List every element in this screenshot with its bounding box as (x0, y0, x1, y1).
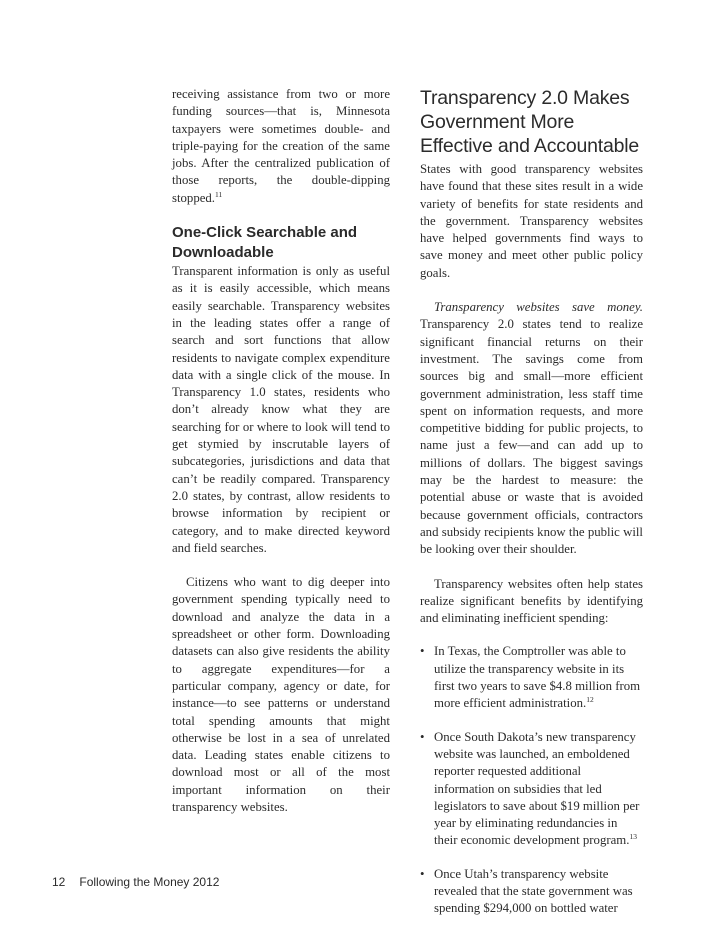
left-paragraph-1-text: receiving assistance from two or more funding sources—that is, Minnesota taxpayers were sometimes double- and triple-paying for the creation of the same jobs. After the centralized publication of those reports, the double-dipping stopped. (172, 87, 390, 205)
list-item-utah (420, 866, 643, 918)
left-column (172, 86, 390, 816)
right-paragraph-3: Transparency websites often help states realize significant benefits by identifying and eliminating inefficient spending: (420, 576, 643, 626)
list-item-text: Once South Dakota’s new transparency website was launched, an emboldened reporter requested additional information on subsidies that led legislators to save about $19 million per year by eliminating redundancies in their economic development program. (434, 729, 640, 848)
left-paragraph-3: Citizens who want to dig deeper into government spending typically need to download and analyze the data in a spreadsheet or other form. Downloading datasets can also give residents the ability to aggregate expenditures—for a particular company, agency or date, for instance—to see patterns or understand total spending amounts that might otherwise be lost in a sea of unrelated data. Leading states enable citizens to download most or all of the most important information on their transparency websites. (172, 575, 390, 814)
savings-list (420, 643, 643, 917)
bullet-icon: • (420, 866, 425, 881)
section-heading: Transparency 2.0 Makes Government More Effective and Accountable (420, 87, 640, 157)
page-number: 12 (52, 875, 66, 889)
searchable-heading: One-Click Searchable and Downloadable (172, 224, 358, 262)
page-footer (52, 875, 219, 889)
list-item-texas (420, 643, 643, 712)
left-paragraph-1 (172, 86, 390, 207)
footnote-ref-11: 11 (215, 189, 223, 199)
right-paragraph-1: States with good transparency websites have found that these sites result in a wide variety of benefits for state residents and the government. Transparency websites have helped governments find ways to save money and meet other public policy goals. (420, 162, 643, 280)
save-money-lead: Transparency websites save money. (434, 300, 643, 315)
bullet-icon: • (420, 729, 425, 744)
right-paragraph-2-text: Transparency 2.0 states tend to realize significant financial returns on their investment. The savings come from sources big and small—more efficient government administration, less staff time spent on information requests, and more competitive bidding for public projects, to name just a few—and can add up to millions of dollars. The biggest savings may be the hardest to measure: the potential abuse or waste that is avoided because government officials, contractors and subsidy recipients know the public will be looking over their shoulder. (420, 317, 643, 557)
bullet-icon: • (420, 644, 425, 659)
right-paragraph-2 (420, 299, 643, 558)
publication-title: Following the Money 2012 (79, 875, 220, 889)
list-item-text: In Texas, the Comptroller was able to utilize the transparency website in its first two years to save $4.8 million from more efficient administration. (434, 644, 641, 711)
list-item-south-dakota (420, 729, 643, 850)
footnote-ref-12: 12 (586, 695, 594, 705)
left-paragraph-2: Transparent information is only as useful as it is easily accessible, which means easily searchable. Transparency websites in the leading states offer a range of search and sort functions that allow residents to navigate complex expenditure data with a single click of the mouse. In Transparency 1.0 states, residents who don’t already know what they are searching for or where to look will tend to get stymied by inscrutable layers of subcategories, jurisdictions and data that can’t be readily compared. Transparency 2.0 states, by contrast, allow residents to browse information by recipient or category, and to make directed keyword and field searches. (172, 264, 390, 555)
right-column (420, 86, 643, 934)
footnote-ref-13: 13 (629, 832, 637, 842)
list-item-text: Once Utah’s transparency website revealed that the state government was spending $294,000 on bottled water (434, 866, 633, 916)
